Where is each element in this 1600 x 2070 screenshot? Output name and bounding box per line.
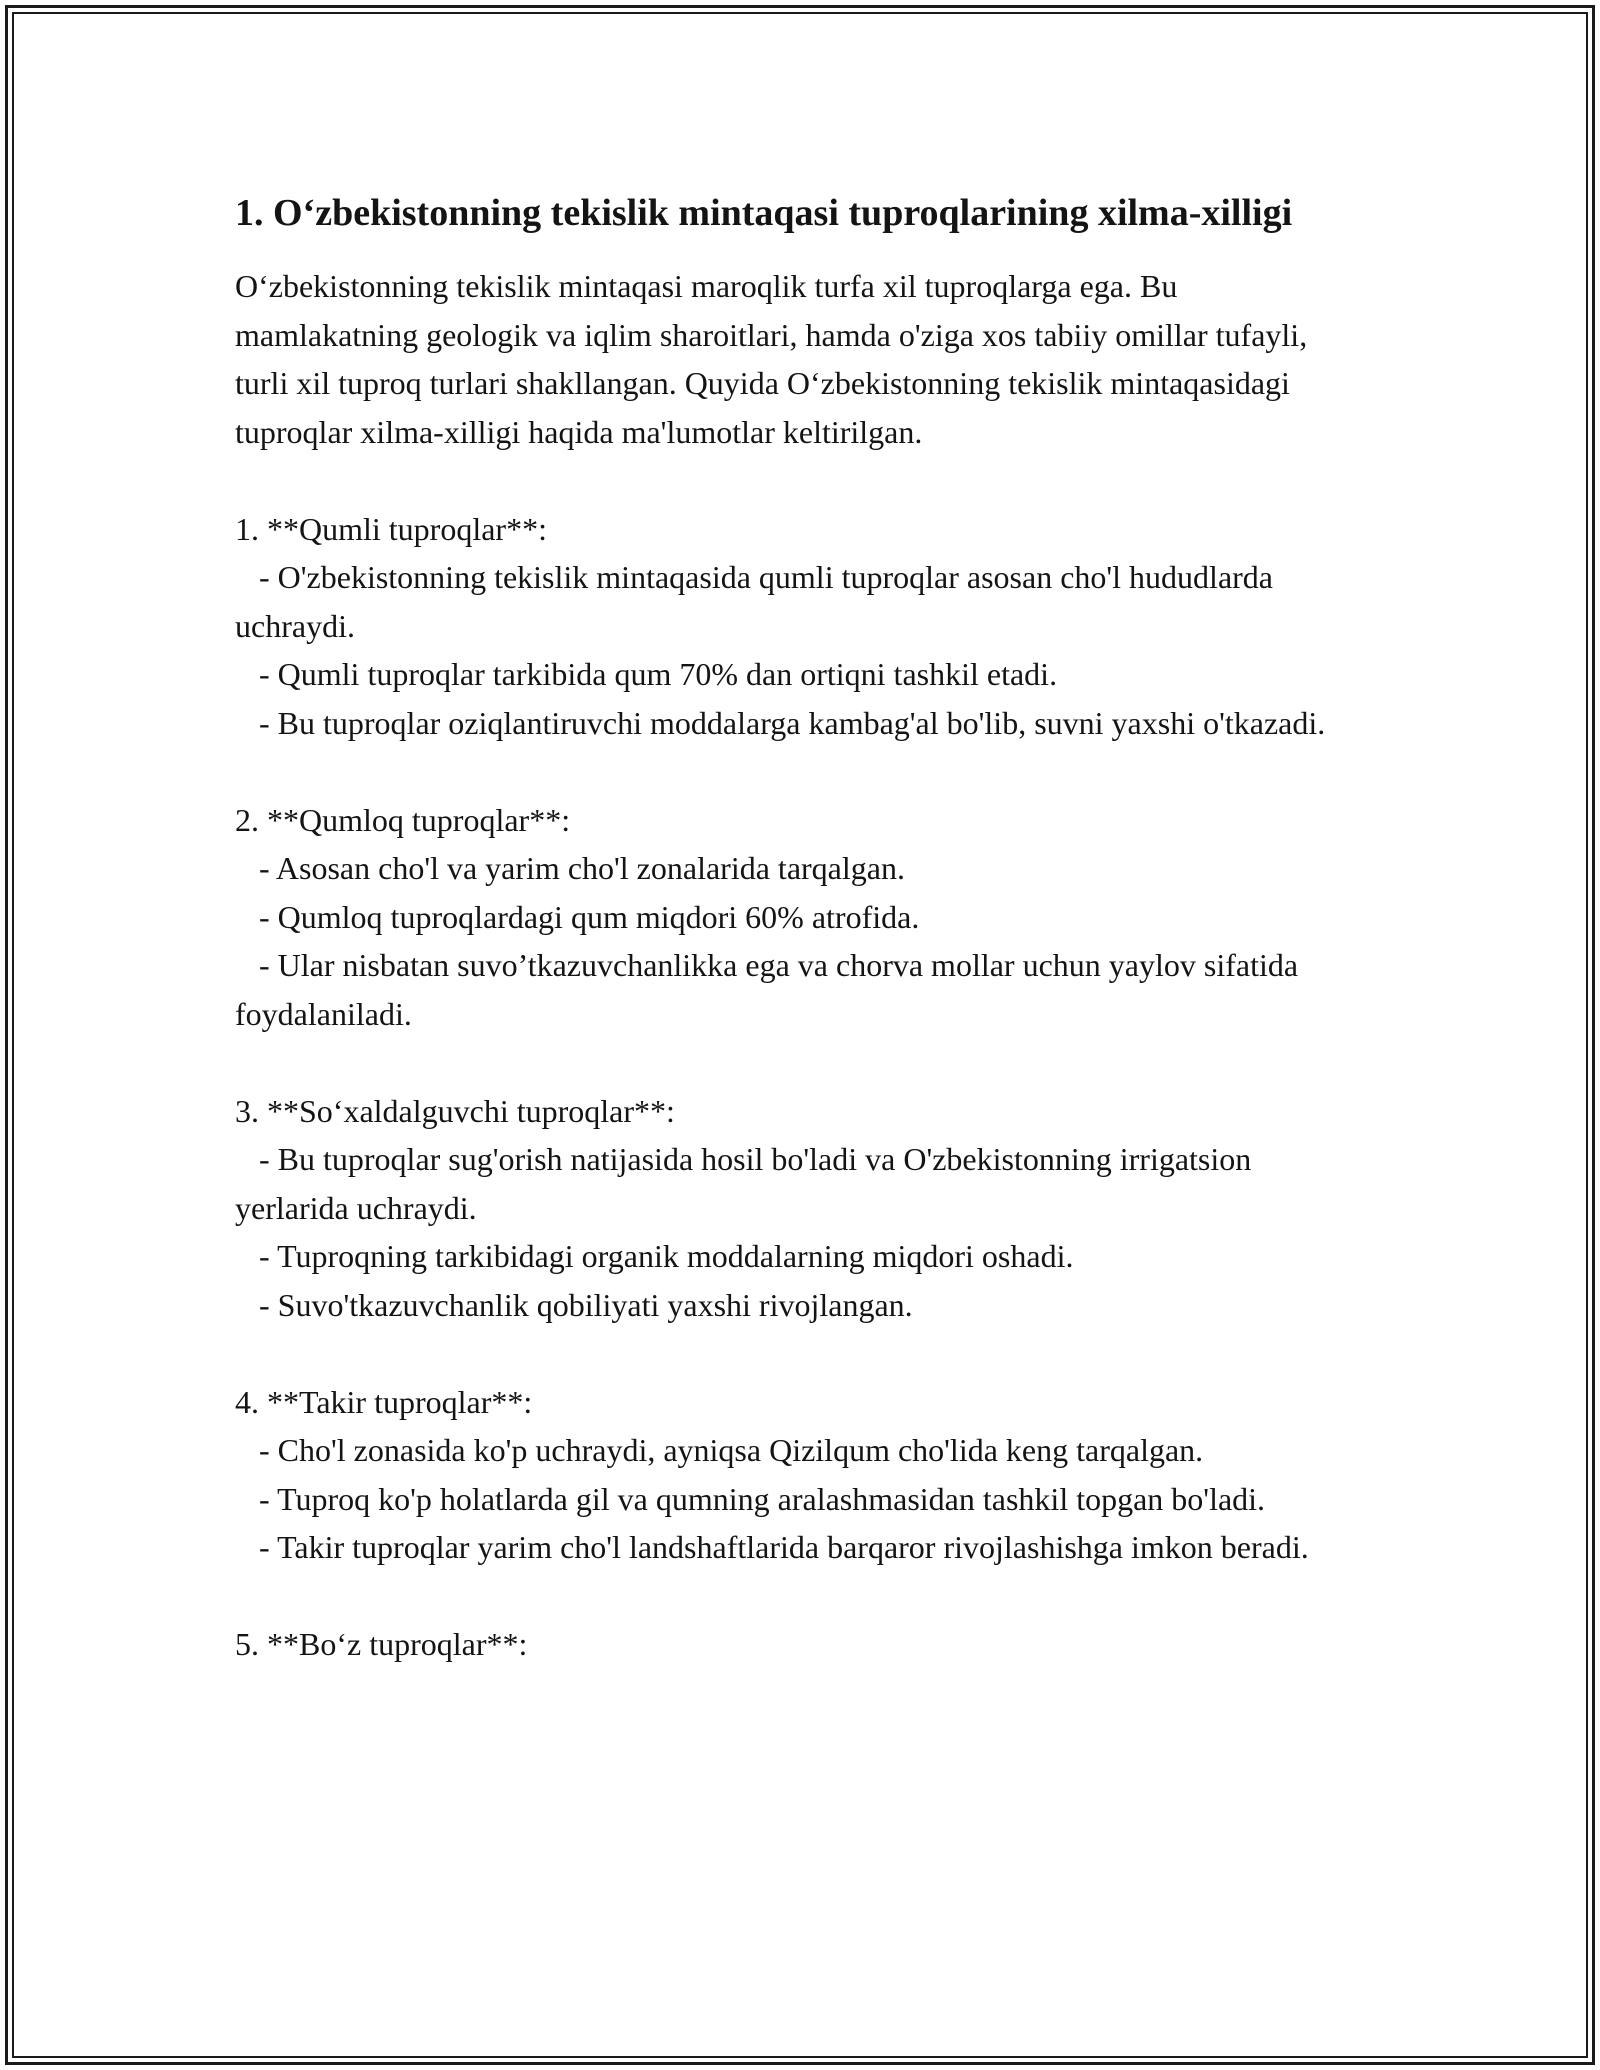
soil-section-item: - Takir tuproqlar yarim cho'l landshaftlarida barqaror rivojlashishga imkon beradi.: [235, 1529, 1309, 1565]
soil-section-title: 1. **Qumli tuproqlar**:: [235, 510, 547, 547]
soil-section-item: - Qumloq tuproqlardagi qum miqdori 60% atrofida.: [235, 898, 920, 935]
soil-section-item: - Bu tuproqlar sug'orish natijasida hosil bo'ladi va O'zbekistonning irrigatsion yerlarida uchraydi.: [235, 1141, 1260, 1226]
soil-section-3: [235, 1087, 1365, 1330]
soil-section-title: 2. **Qumloq tuproqlar**:: [235, 801, 571, 838]
soil-section-title: 3. **So‘xaldalguvchi tuproqlar**:: [235, 1092, 675, 1129]
soil-section-title: 4. **Takir tuproqlar**:: [235, 1383, 533, 1420]
soil-section-item: - Tuproq ko'p holatlarda gil va qumning aralashmasidan tashkil topgan bo'ladi.: [235, 1480, 1266, 1517]
soil-section-item: - Tuproqning tarkibidagi organik moddalarning miqdori oshadi.: [235, 1238, 1074, 1274]
soil-section-2: [235, 796, 1365, 1039]
section-heading: 1. O‘zbekistonning tekislik mintaqasi tuproqlarining xilma-xilligi: [235, 192, 1293, 234]
soil-section-title: 5. **Bo‘z tuproqlar**:: [235, 1626, 528, 1662]
document-body: [235, 186, 1365, 1669]
intro-paragraph: O‘zbekistonning tekislik mintaqasi maroqlik turfa xil tuproqlarga ega. Bu mamlakatning geologik va iqlim sharoitlari, hamda o'ziga xos tabiiy omillar tufayli, turli xil tuproq turlari shakllangan. Quyida O‘zbekistonning tekislik mintaqasidagi tuproqlar xilma-xilligi haqida ma'lumotlar keltirilgan.: [235, 268, 1316, 450]
soil-section-item: - O'zbekistonning tekislik mintaqasida qumli tuproqlar asosan cho'l hududlarda uchraydi.: [235, 559, 1281, 644]
soil-section-item: - Ular nisbatan suvo’tkazuvchanlikka ega va chorva mollar uchun yaylov sifatida foydalaniladi.: [235, 947, 1307, 1032]
soil-section-item: - Bu tuproqlar oziqlantiruvchi moddalarga kambag'al bo'lib, suvni yaxshi o'tkazadi.: [235, 704, 1326, 741]
soil-section-4: [235, 1378, 1365, 1572]
soil-section-1: [235, 505, 1365, 748]
soil-section-item: - Cho'l zonasida ko'p uchraydi, ayniqsa Qizilqum cho'lida keng tarqalgan.: [235, 1432, 1204, 1468]
soil-section-5: [235, 1620, 1365, 1669]
soil-section-item: - Asosan cho'l va yarim cho'l zonalarida tarqalgan.: [235, 850, 905, 886]
soil-section-item: - Suvo'tkazuvchanlik qobiliyati yaxshi rivojlangan.: [235, 1286, 913, 1323]
soil-section-item: - Qumli tuproqlar tarkibida qum 70% dan ortiqni tashkil etadi.: [235, 656, 1058, 692]
